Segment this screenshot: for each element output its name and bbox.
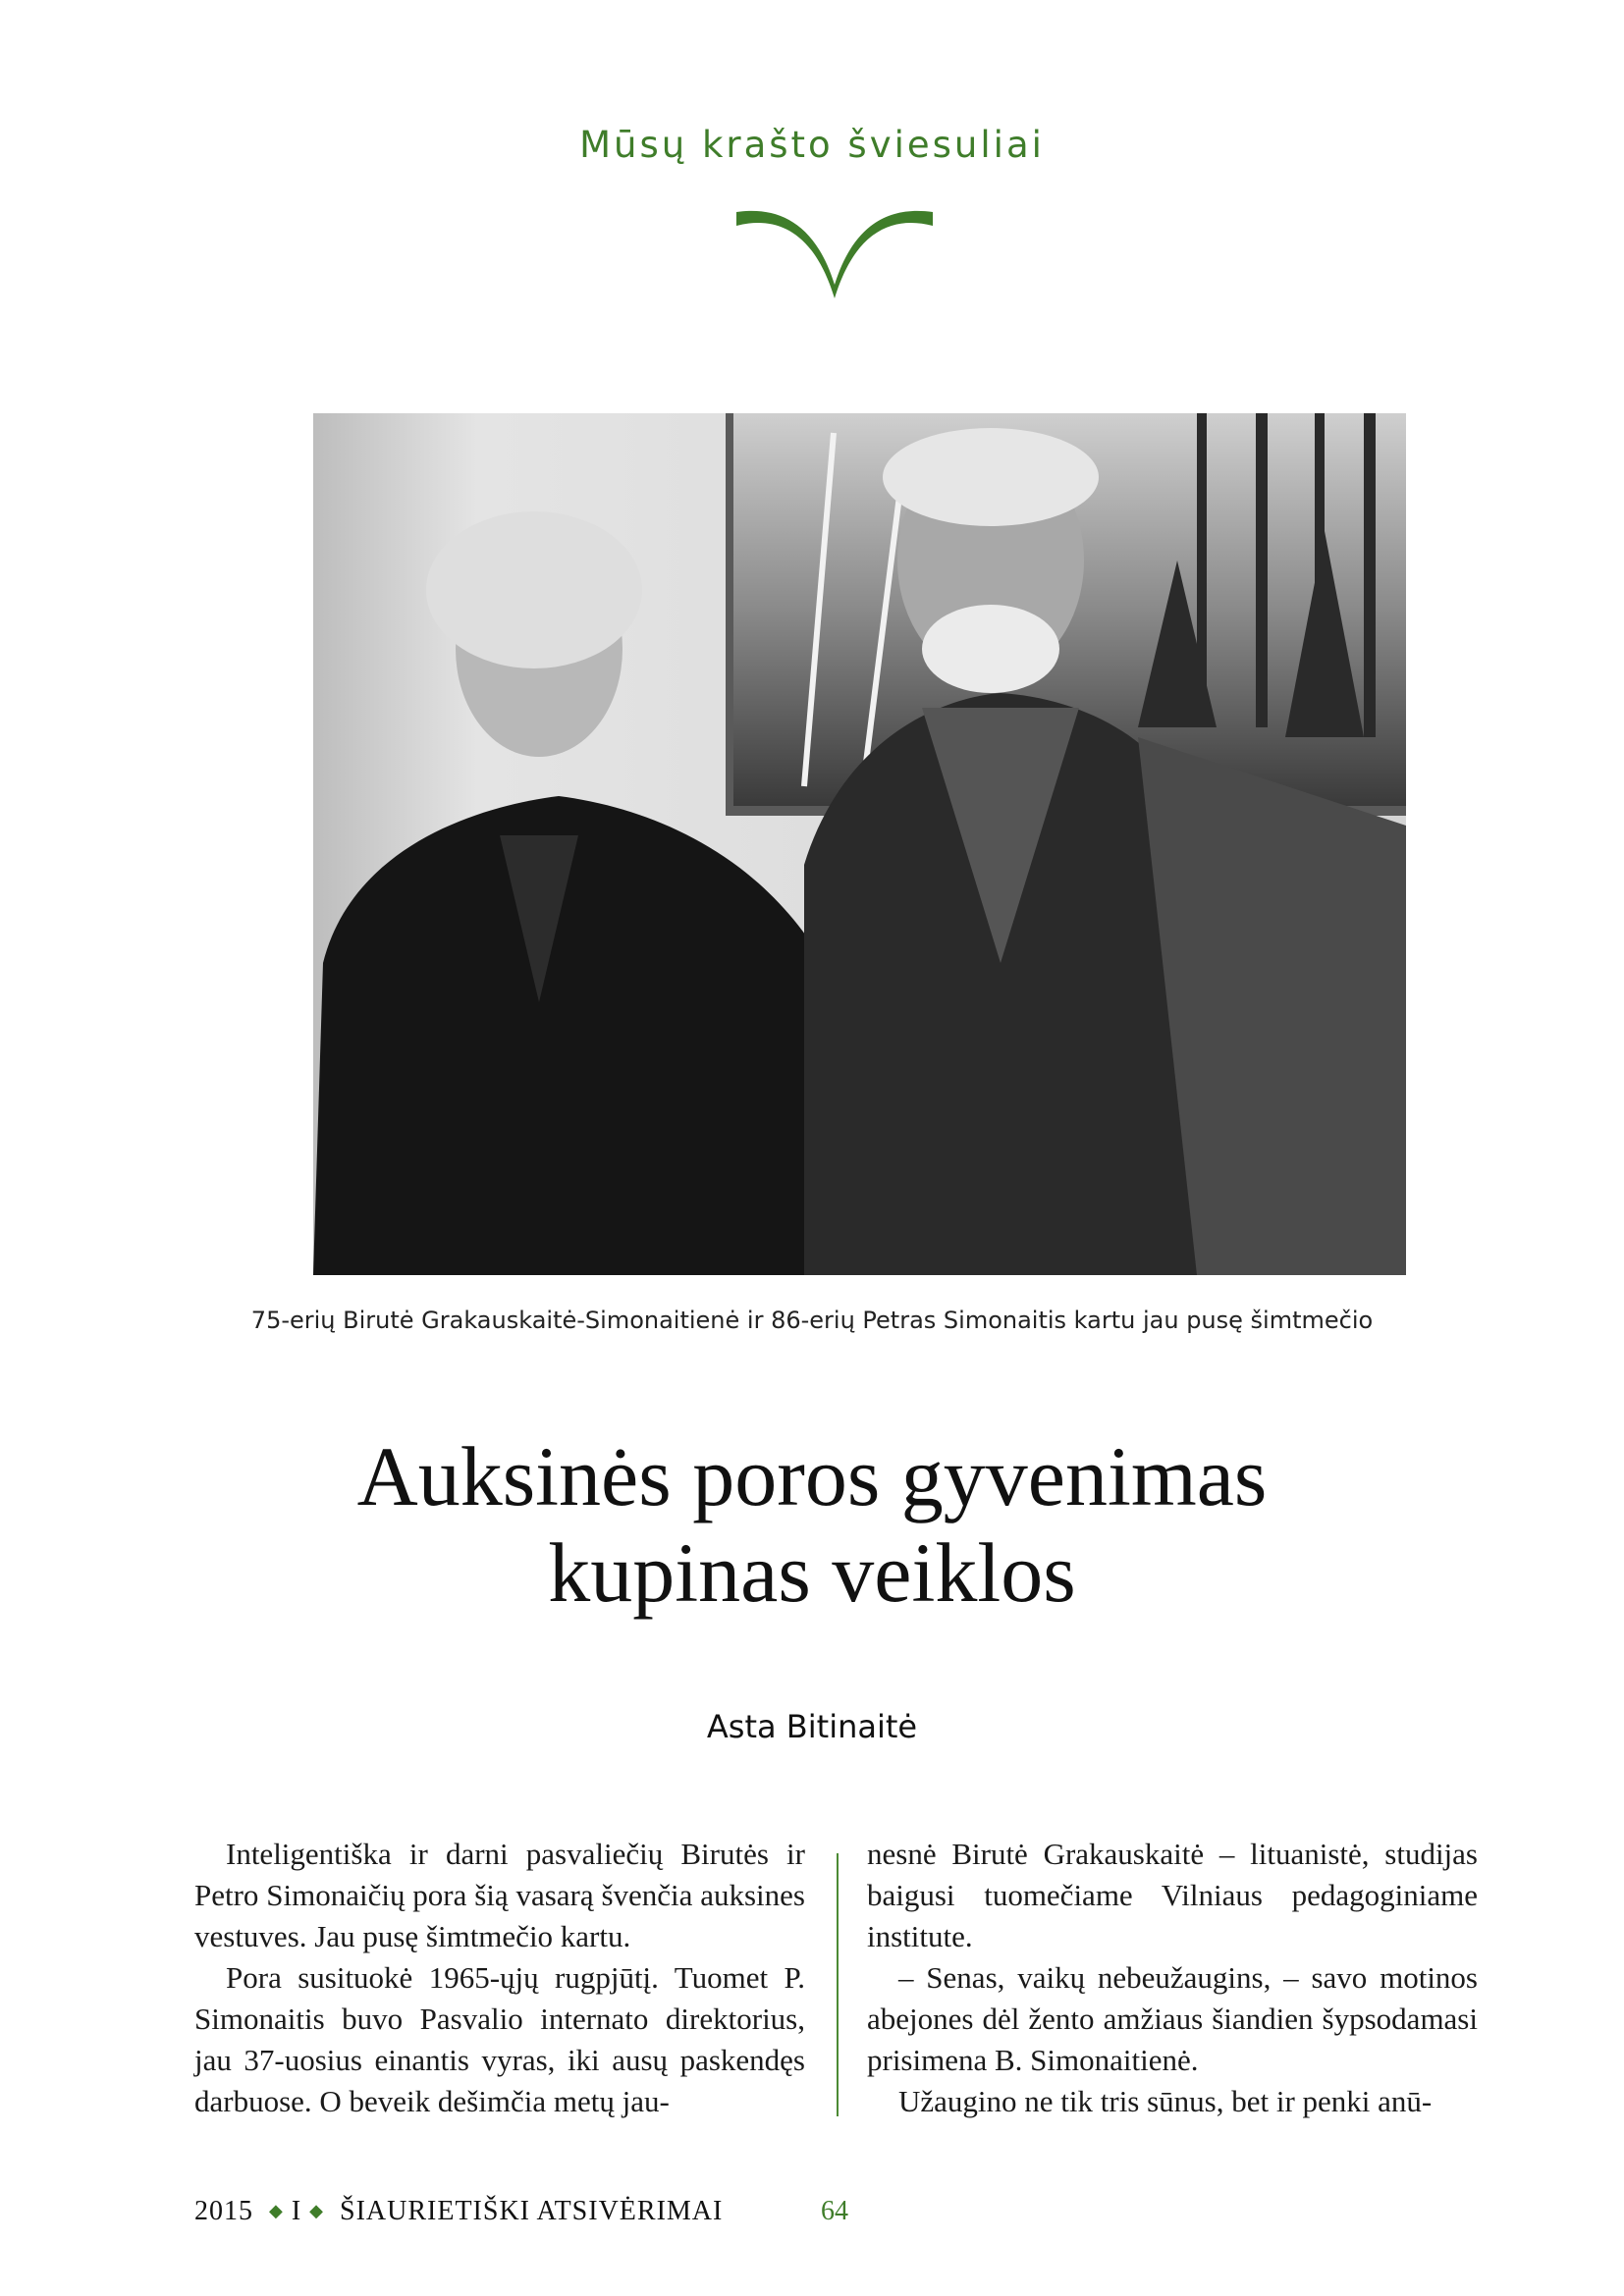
article-author: Asta Bitinaitė [706, 1708, 918, 1745]
footer-issue: I [291, 2196, 302, 2226]
v-ornament-icon [734, 208, 935, 302]
footer-year: 2015 [194, 2196, 253, 2226]
paragraph: Užaugino ne tik tris sūnus, bet ir penki anū- [898, 2084, 1433, 2118]
footer [194, 2196, 723, 2227]
article-title [0, 1428, 1624, 1621]
footer-journal: ŠIAURIETIŠKI ATSIVĖRIMAI [340, 2196, 724, 2226]
paragraph: Inteligentiška ir darni pasvaliečių Birutės ir Petro Simonaičių pora šią vasarą švenčia auksines vestuves. Jau pusę šimtmečio kartu. [194, 1837, 805, 1953]
paragraph: nesnė Birutė Grakauskaitė – lituanistė, studijas baigusi tuomečiame Vilniaus pedagoginiame institute. [867, 1837, 1478, 1953]
column-divider [837, 1853, 839, 2116]
body-column-right [867, 1834, 1478, 2122]
paragraph: Pora susituokė 1965-ųjų rugpjūtį. Tuomet P. Simonaitis buvo Pasvalio internato direktorius, jau 37-uosius einantis vyras, iki ausų paskendęs darbuose. O beveik dešimčia metų jau- [194, 1960, 805, 2118]
photo-caption: 75-erių Birutė Grakauskaitė-Simonaitienė ir 86-erių Petras Simonaitis kartu jau pusę šimtmečio [250, 1307, 1374, 1334]
diamond-icon: ◆ [309, 2201, 325, 2220]
title-line-1: Auksinės poros gyvenimas [356, 1429, 1268, 1523]
title-line-2: kupinas veiklos [548, 1525, 1076, 1620]
section-title: Mūsų krašto šviesuliai [579, 124, 1045, 166]
diamond-icon: ◆ [269, 2201, 284, 2220]
couple-photo [313, 413, 1406, 1275]
body-column-left [194, 1834, 805, 2122]
paragraph: – Senas, vaikų nebeužaugins, – savo motinos abejones dėl žento amžiaus šiandien šypsodamasi prisimena B. Simonaitienė. [867, 1960, 1478, 2077]
page-number: 64 [821, 2196, 848, 2226]
